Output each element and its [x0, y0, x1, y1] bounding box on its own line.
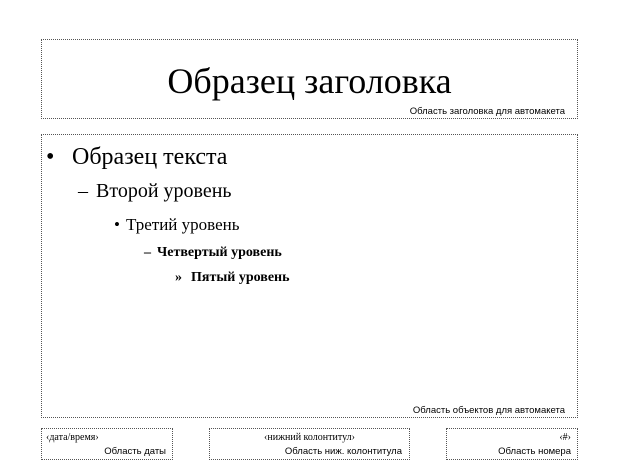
date-field: ‹дата/время›: [46, 432, 99, 443]
bullet-level-3: •: [114, 215, 120, 234]
text-level-2-label: Второй уровень: [96, 180, 232, 202]
footer-placeholder[interactable]: [209, 428, 410, 460]
body-placeholder[interactable]: [41, 134, 578, 418]
text-level-1-label: Образец текста: [72, 144, 228, 170]
number-area-label: Область номера: [498, 446, 571, 457]
footer-area-label: Область ниж. колонтитула: [284, 446, 402, 457]
text-level-3-label: Третий уровень: [126, 215, 240, 234]
bullet-level-5: »: [175, 270, 182, 285]
text-level-4[interactable]: [144, 244, 282, 261]
title-area-label: Область заголовка для автомакета: [409, 106, 565, 117]
slide-number-placeholder[interactable]: [446, 428, 578, 460]
date-placeholder[interactable]: [41, 428, 173, 460]
title-placeholder[interactable]: [41, 39, 578, 119]
date-area-label: Область даты: [104, 446, 166, 457]
title-text[interactable]: Образец заголовка: [167, 61, 452, 101]
text-level-5-label: Пятый уровень: [191, 270, 290, 285]
text-level-2[interactable]: [78, 179, 232, 203]
bullet-level-1: •: [46, 144, 55, 170]
text-level-5[interactable]: [175, 269, 290, 286]
footer-field: ‹нижний колонтитул›: [264, 432, 355, 443]
text-level-3[interactable]: [114, 215, 239, 235]
text-level-1[interactable]: [46, 143, 227, 171]
slide-number-field: ‹#›: [559, 432, 571, 443]
bullet-level-2: –: [78, 180, 88, 202]
body-area-label: Область объектов для автомакета: [412, 405, 565, 416]
text-level-4-label: Четвертый уровень: [157, 245, 282, 260]
bullet-level-4: –: [144, 245, 151, 260]
